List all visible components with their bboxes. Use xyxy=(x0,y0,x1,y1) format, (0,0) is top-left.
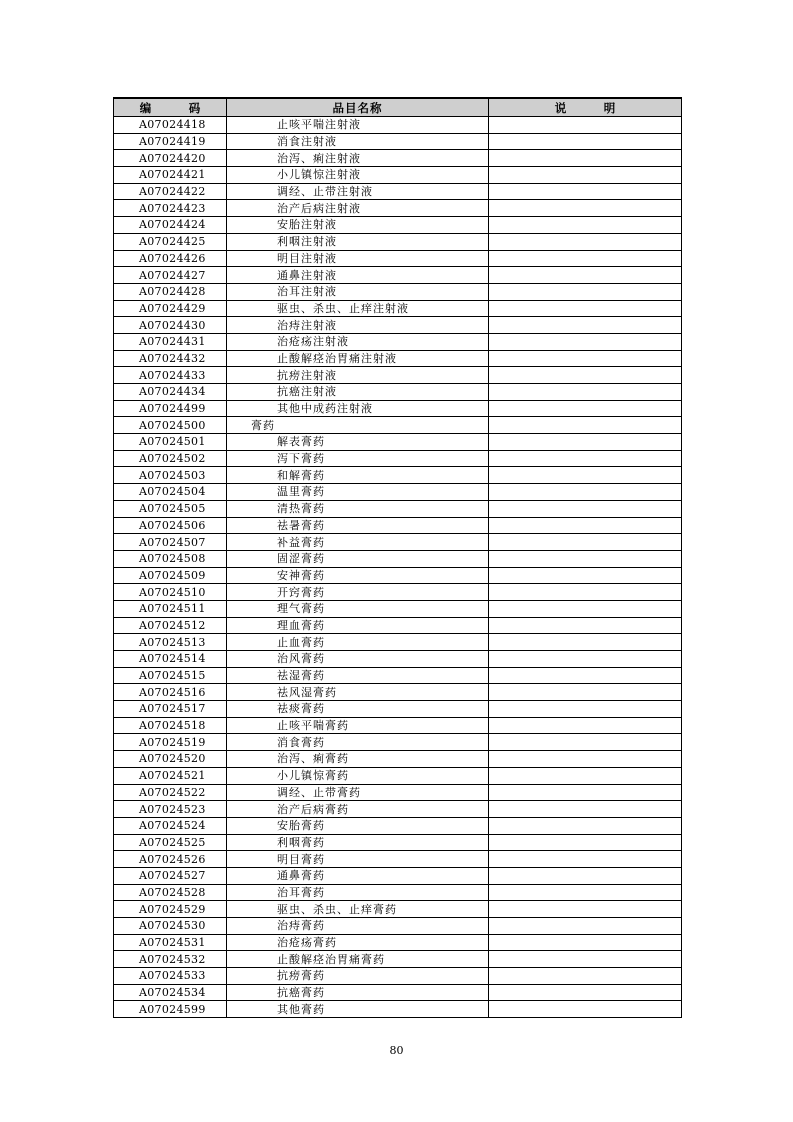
cell-name: 治痔膏药 xyxy=(227,918,489,935)
cell-name: 安神膏药 xyxy=(227,567,489,584)
cell-note xyxy=(489,717,682,734)
cell-name: 治产后病注射液 xyxy=(227,200,489,217)
cell-code: A07024518 xyxy=(114,717,227,734)
table-row xyxy=(114,283,682,300)
cell-code: A07024430 xyxy=(114,317,227,334)
table-row xyxy=(114,484,682,501)
table-row xyxy=(114,300,682,317)
cell-note xyxy=(489,183,682,200)
cell-name: 驱虫、杀虫、止痒注射液 xyxy=(227,300,489,317)
cell-name: 开窍膏药 xyxy=(227,584,489,601)
cell-note xyxy=(489,500,682,517)
table-row xyxy=(114,717,682,734)
cell-name: 消食膏药 xyxy=(227,734,489,751)
cell-note xyxy=(489,684,682,701)
cell-name: 小儿镇惊注射液 xyxy=(227,167,489,184)
header-row xyxy=(114,98,682,117)
cell-code: A07024533 xyxy=(114,968,227,985)
cell-code: A07024420 xyxy=(114,150,227,167)
cell-code: A07024531 xyxy=(114,934,227,951)
table-row xyxy=(114,634,682,651)
cell-code: A07024506 xyxy=(114,517,227,534)
cell-note xyxy=(489,450,682,467)
table-row xyxy=(114,701,682,718)
cell-code: A07024599 xyxy=(114,1001,227,1018)
table-row xyxy=(114,167,682,184)
cell-name: 安胎膏药 xyxy=(227,817,489,834)
cell-note xyxy=(489,651,682,668)
cell-code: A07024534 xyxy=(114,984,227,1001)
cell-code: A07024424 xyxy=(114,217,227,234)
table-row xyxy=(114,1001,682,1018)
table-row xyxy=(114,400,682,417)
table-row xyxy=(114,350,682,367)
cell-code: A07024515 xyxy=(114,667,227,684)
table-row xyxy=(114,884,682,901)
cell-name: 消食注射液 xyxy=(227,133,489,150)
cell-name: 抗癌膏药 xyxy=(227,984,489,1001)
cell-name: 固涩膏药 xyxy=(227,550,489,567)
cell-name: 和解膏药 xyxy=(227,467,489,484)
cell-name: 祛痰膏药 xyxy=(227,701,489,718)
cell-note xyxy=(489,984,682,1001)
cell-note xyxy=(489,968,682,985)
cell-note xyxy=(489,534,682,551)
cell-name: 治泻、痢注射液 xyxy=(227,150,489,167)
cell-note xyxy=(489,884,682,901)
cell-name: 止酸解痉治胃痛膏药 xyxy=(227,951,489,968)
table-row xyxy=(114,867,682,884)
cell-name: 通鼻膏药 xyxy=(227,867,489,884)
cell-name: 驱虫、杀虫、止痒膏药 xyxy=(227,901,489,918)
cell-name: 抗癌注射液 xyxy=(227,384,489,401)
cell-name: 通鼻注射液 xyxy=(227,267,489,284)
cell-code: A07024504 xyxy=(114,484,227,501)
cell-note xyxy=(489,550,682,567)
cell-code: A07024513 xyxy=(114,634,227,651)
table-row xyxy=(114,767,682,784)
page-number: 80 xyxy=(389,1044,404,1057)
cell-code: A07024524 xyxy=(114,817,227,834)
cell-note xyxy=(489,167,682,184)
cell-note xyxy=(489,667,682,684)
cell-note xyxy=(489,584,682,601)
cell-name: 清热膏药 xyxy=(227,500,489,517)
cell-name: 治疮疡膏药 xyxy=(227,934,489,951)
cell-code: A07024530 xyxy=(114,918,227,935)
cell-note xyxy=(489,200,682,217)
cell-name: 解表膏药 xyxy=(227,434,489,451)
cell-name: 利咽膏药 xyxy=(227,834,489,851)
table-row xyxy=(114,934,682,951)
table-row xyxy=(114,250,682,267)
cell-note xyxy=(489,300,682,317)
cell-code: A07024512 xyxy=(114,617,227,634)
cell-note xyxy=(489,217,682,234)
cell-code: A07024425 xyxy=(114,233,227,250)
cell-note xyxy=(489,283,682,300)
cell-note xyxy=(489,851,682,868)
table-row xyxy=(114,901,682,918)
cell-note xyxy=(489,150,682,167)
cell-code: A07024507 xyxy=(114,534,227,551)
cell-code: A07024525 xyxy=(114,834,227,851)
table-row xyxy=(114,600,682,617)
cell-note xyxy=(489,867,682,884)
cell-code: A07024499 xyxy=(114,400,227,417)
table-row xyxy=(114,417,682,434)
table-row xyxy=(114,434,682,451)
table-row xyxy=(114,951,682,968)
cell-name: 祛暑膏药 xyxy=(227,517,489,534)
header-name: 品目名称 xyxy=(227,98,489,117)
cell-name: 抗痨膏药 xyxy=(227,968,489,985)
cell-name: 止酸解痉治胃痛注射液 xyxy=(227,350,489,367)
cell-note xyxy=(489,951,682,968)
cell-name: 小儿镇惊膏药 xyxy=(227,767,489,784)
cell-code: A07024434 xyxy=(114,384,227,401)
cell-note xyxy=(489,133,682,150)
cell-name: 治风膏药 xyxy=(227,651,489,668)
cell-code: A07024519 xyxy=(114,734,227,751)
cell-name: 其他膏药 xyxy=(227,1001,489,1018)
header-note: 说 明 xyxy=(489,98,682,117)
cell-code: A07024522 xyxy=(114,784,227,801)
cell-note xyxy=(489,333,682,350)
cell-note xyxy=(489,400,682,417)
table-row xyxy=(114,851,682,868)
cell-code: A07024508 xyxy=(114,550,227,567)
catalog-table-container xyxy=(113,97,681,1018)
table-row xyxy=(114,200,682,217)
cell-code: A07024509 xyxy=(114,567,227,584)
cell-name: 利咽注射液 xyxy=(227,233,489,250)
table-row xyxy=(114,651,682,668)
cell-code: A07024527 xyxy=(114,867,227,884)
header-code: 编 码 xyxy=(114,98,227,117)
cell-code: A07024428 xyxy=(114,283,227,300)
cell-name: 理血膏药 xyxy=(227,617,489,634)
cell-note xyxy=(489,918,682,935)
cell-code: A07024421 xyxy=(114,167,227,184)
table-row xyxy=(114,617,682,634)
cell-name: 治痔注射液 xyxy=(227,317,489,334)
cell-note xyxy=(489,417,682,434)
cell-code: A07024423 xyxy=(114,200,227,217)
cell-note xyxy=(489,250,682,267)
cell-name: 其他中成药注射液 xyxy=(227,400,489,417)
table-row xyxy=(114,834,682,851)
cell-note xyxy=(489,784,682,801)
table-row xyxy=(114,984,682,1001)
cell-name: 泻下膏药 xyxy=(227,450,489,467)
cell-note xyxy=(489,484,682,501)
table-row xyxy=(114,550,682,567)
cell-code: A07024510 xyxy=(114,584,227,601)
cell-code: A07024523 xyxy=(114,801,227,818)
cell-note xyxy=(489,233,682,250)
table-row xyxy=(114,133,682,150)
cell-note xyxy=(489,317,682,334)
cell-note xyxy=(489,434,682,451)
cell-code: A07024526 xyxy=(114,851,227,868)
cell-note xyxy=(489,367,682,384)
cell-name: 治疮疡注射液 xyxy=(227,333,489,350)
cell-code: A07024429 xyxy=(114,300,227,317)
table-row xyxy=(114,217,682,234)
cell-name: 调经、止带膏药 xyxy=(227,784,489,801)
table-row xyxy=(114,584,682,601)
cell-note xyxy=(489,701,682,718)
cell-code: A07024532 xyxy=(114,951,227,968)
cell-name: 明目注射液 xyxy=(227,250,489,267)
cell-code: A07024433 xyxy=(114,367,227,384)
cell-code: A07024505 xyxy=(114,500,227,517)
cell-name: 安胎注射液 xyxy=(227,217,489,234)
cell-note xyxy=(489,751,682,768)
cell-code: A07024517 xyxy=(114,701,227,718)
cell-note xyxy=(489,267,682,284)
cell-code: A07024511 xyxy=(114,600,227,617)
cell-name: 调经、止带注射液 xyxy=(227,183,489,200)
table-row xyxy=(114,384,682,401)
table-row xyxy=(114,267,682,284)
cell-code: A07024426 xyxy=(114,250,227,267)
table-row xyxy=(114,517,682,534)
cell-name: 止咳平喘注射液 xyxy=(227,117,489,134)
cell-code: A07024500 xyxy=(114,417,227,434)
cell-note xyxy=(489,767,682,784)
cell-code: A07024501 xyxy=(114,434,227,451)
cell-name: 理气膏药 xyxy=(227,600,489,617)
table-row xyxy=(114,233,682,250)
table-body xyxy=(114,117,682,1018)
table-row xyxy=(114,450,682,467)
cell-note xyxy=(489,517,682,534)
cell-name: 祛风湿膏药 xyxy=(227,684,489,701)
cell-note xyxy=(489,617,682,634)
table-row xyxy=(114,817,682,834)
cell-note xyxy=(489,734,682,751)
cell-note xyxy=(489,384,682,401)
table-row xyxy=(114,801,682,818)
cell-name: 治耳膏药 xyxy=(227,884,489,901)
cell-note xyxy=(489,567,682,584)
table-row xyxy=(114,117,682,134)
table-row xyxy=(114,500,682,517)
cell-code: A07024529 xyxy=(114,901,227,918)
table-row xyxy=(114,183,682,200)
cell-code: A07024514 xyxy=(114,651,227,668)
cell-note xyxy=(489,817,682,834)
table-row xyxy=(114,333,682,350)
table-row xyxy=(114,667,682,684)
cell-note xyxy=(489,350,682,367)
cell-code: A07024516 xyxy=(114,684,227,701)
cell-name: 治耳注射液 xyxy=(227,283,489,300)
cell-note xyxy=(489,600,682,617)
table-row xyxy=(114,317,682,334)
table-row xyxy=(114,567,682,584)
table-row xyxy=(114,784,682,801)
cell-name: 治泻、痢膏药 xyxy=(227,751,489,768)
table-row xyxy=(114,918,682,935)
cell-name: 温里膏药 xyxy=(227,484,489,501)
cell-note xyxy=(489,901,682,918)
table-row xyxy=(114,467,682,484)
cell-code: A07024418 xyxy=(114,117,227,134)
cell-name: 止咳平喘膏药 xyxy=(227,717,489,734)
cell-code: A07024427 xyxy=(114,267,227,284)
cell-name: 抗痨注射液 xyxy=(227,367,489,384)
cell-name: 膏药 xyxy=(227,417,489,434)
table-header xyxy=(114,98,682,117)
table-row xyxy=(114,534,682,551)
cell-code: A07024419 xyxy=(114,133,227,150)
cell-code: A07024520 xyxy=(114,751,227,768)
cell-code: A07024521 xyxy=(114,767,227,784)
cell-code: A07024432 xyxy=(114,350,227,367)
table-row xyxy=(114,751,682,768)
cell-note xyxy=(489,834,682,851)
table-row xyxy=(114,150,682,167)
table-row xyxy=(114,684,682,701)
cell-code: A07024528 xyxy=(114,884,227,901)
cell-name: 治产后病膏药 xyxy=(227,801,489,818)
cell-name: 明目膏药 xyxy=(227,851,489,868)
cell-name: 止血膏药 xyxy=(227,634,489,651)
cell-note xyxy=(489,1001,682,1018)
cell-note xyxy=(489,934,682,951)
table-row xyxy=(114,968,682,985)
catalog-table xyxy=(113,97,682,1018)
cell-note xyxy=(489,467,682,484)
cell-note xyxy=(489,801,682,818)
cell-code: A07024431 xyxy=(114,333,227,350)
cell-note xyxy=(489,117,682,134)
table-row xyxy=(114,367,682,384)
cell-name: 补益膏药 xyxy=(227,534,489,551)
cell-name: 祛湿膏药 xyxy=(227,667,489,684)
table-row xyxy=(114,734,682,751)
cell-code: A07024502 xyxy=(114,450,227,467)
cell-note xyxy=(489,634,682,651)
cell-code: A07024503 xyxy=(114,467,227,484)
cell-code: A07024422 xyxy=(114,183,227,200)
